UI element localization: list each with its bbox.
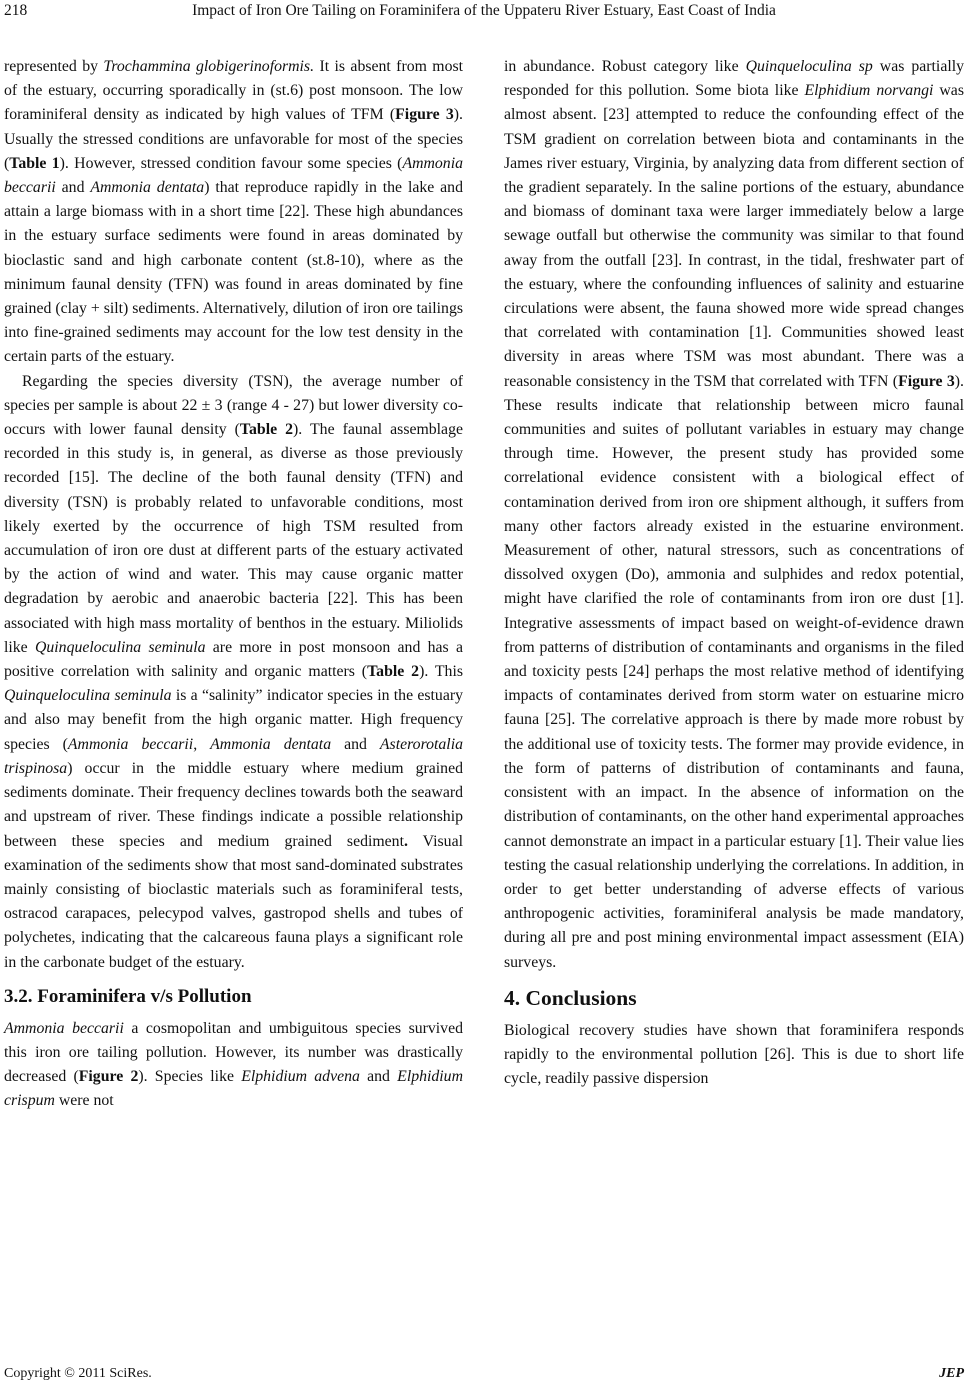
species-name: Quinqueloculina seminula: [34, 638, 206, 656]
text-run: is a “salinity” indicator species in the estuary and also may benefit from the high organic matter. High frequency species (: [4, 687, 464, 753]
section-heading: 3.2. Foraminifera v/s Pollution: [4, 985, 252, 1007]
text-run: Regarding the species diversity (TSN), the average number of species per sample is about 22 ± 3 (range 4 - 27) but lower diversity co-occurs with lower faunal density (: [4, 372, 463, 439]
running-header: [4, 0, 964, 22]
species-name: Ammonia beccarii: [4, 1019, 124, 1037]
text-run: ). These results indicate that relationship between micro faunal communities and suites of pollutant variables in estuary may change through time. However, the present study has provided some correlational evidence consistent with a biological effect of contamination derived from iron ore shipment although, it suffers from many other factors already existed in the estuarine environment. Measurement of other, natural stressors, such as concentrations of dissolved oxygen (Do), ammonia and sulphides and redox potential, might have clarified the role of contaminants from iron ore dust [1]. Integrative assessments of impact based on weight-of-evidence drawn from patterns of distribution of contaminants and organisms in the filed and toxicity pests [24] perhaps the most relative method of identifying impacts of contaminates derived from storm water on estuarine micro fauna [25]. The correlative approach is there by made more robust by the additional use of toxicity tests. The former may provide evidence, in the form of patterns of distribution of contaminants and fauna, consistent with an impact. In the absence of information on the distribution of contaminants, on the other hand experimental approaches cannot demonstrate an impact in a particular estuary [1]. Their value lies testing the casual relationship underlying the correlations. In addition, in order to get better understanding of adverse effects of various anthropogenic activities, foraminiferal analysis be made mandatory, during all pre and post mining environmental impact assessment (EIA) surveys.: [504, 372, 965, 971]
text-run: Visual examination of the sediments show that most sand-dominated substrates mainly consisting of bioclastic materials such as foraminiferal tests, ostracod carapaces, pelecypod valves, gastropod shells and tubes of polychetes, indicating that the calcareous fauna plays a significant role in the carbonate budget of the estuary.: [4, 832, 463, 971]
text-run: ). This: [419, 663, 463, 681]
species-name: Trochammina globigerinoformis.: [103, 58, 315, 75]
text-run: ) occur in the middle estuary where medium grained sediments dominate. Their frequency declines towards both the seaward and upstream of river. These findings indicate a possible relationship between these species and medium grained sediment: [4, 759, 463, 850]
paragraph: [4, 55, 463, 370]
text-run: are more in post monsoon and has a positive correlation with salinity and organic matters (: [4, 638, 463, 681]
text-run: and: [331, 735, 380, 753]
cross-reference: Figure 3: [395, 106, 454, 124]
cross-reference: Table 2: [239, 421, 294, 439]
text-run: Biological recovery studies have shown that foraminifera responds rapidly to the environmental pollution [26]. This is due to short life cycle, readily passive dispersion: [504, 1021, 964, 1088]
cross-reference: .: [403, 832, 408, 850]
cross-reference: Table 1: [9, 154, 60, 172]
copyright-notice: Copyright © 2011 SciRes.: [4, 1366, 152, 1381]
cross-reference: Figure 2: [78, 1068, 139, 1086]
cross-reference: Table 2: [367, 663, 420, 681]
species-name: Asterorotalia trispinosa: [4, 735, 463, 777]
species-name: Ammonia beccarii: [4, 154, 463, 197]
text-run: and: [359, 1068, 398, 1086]
species-name: Ammonia dentata: [90, 179, 205, 197]
species-name: Elphidium advena: [241, 1068, 360, 1086]
paragraph: [504, 55, 964, 975]
text-run: ,: [193, 735, 211, 753]
journal-abbrev: JEP: [939, 1366, 964, 1381]
text-run: ). Usually the stressed conditions are unfavorable for most of the species (: [4, 106, 463, 172]
page-number: 218: [4, 2, 28, 19]
species-name: Elphidium norvangi: [804, 82, 934, 100]
paragraph: [4, 1017, 463, 1114]
text-run: ). The faunal assemblage recorded in this study is, in general, as diverse as those previously recorded [15]. The decline of the both faunal density (TFN) and diversity (TSN) is probably related to unfavorable conditions, most likely exerted by the occurrence of high TSM resulted from accumulation of iron ore dust at different parts of the estuary activated by the action of wind and water. This may cause organic matter degradation by aerobic and anaerobic bacteria [22]. This has been associated with high mass mortality of benthos in the estuary. Miliolids like: [4, 421, 463, 656]
cross-reference: Figure 3: [898, 372, 955, 390]
text-run: ). However, stressed condition favour some species (: [59, 154, 403, 172]
paragraph: [4, 370, 463, 975]
page-footer: [4, 1364, 964, 1384]
species-name: Quinqueloculina seminula: [4, 687, 172, 705]
right-column: [504, 55, 964, 1091]
text-run: in abundance. Robust category like: [504, 58, 746, 75]
text-run: was partially responded for this pollution. Some biota like: [504, 58, 965, 100]
text-run: ). Species like: [138, 1068, 242, 1086]
text-run: It is absent from most of the estuary, occurring sporadically in (st.6) post monsoon. The low foraminiferal density as indicated by high values of TFM (: [4, 58, 464, 124]
species-name: Quinqueloculina sp: [745, 58, 873, 75]
text-run: were not: [54, 1092, 114, 1110]
running-title: Impact of Iron Ore Tailing on Foraminifera of the Uppateru River Estuary, East Coast of India: [192, 2, 776, 19]
text-run: represented by: [4, 58, 104, 75]
left-column: [4, 55, 463, 1114]
section-heading: 4. Conclusions: [504, 985, 637, 1010]
species-name: Ammonia beccarii: [67, 735, 194, 753]
text-run: and: [55, 179, 91, 197]
paragraph: [504, 1019, 964, 1092]
species-name: Ammonia dentata: [210, 735, 332, 753]
text-run: ) that reproduce rapidly in the lake and attain a large biomass with in a short time [22]. These high abundances in the estuary surface sediments were found in areas dominated by bioclastic sand and high carbonate content (st.8-10), where as the minimum faunal density (TFN) was found in areas dominated by fine grained (clay + silt) sediments. Alternatively, dilution of iron ore tailings into fine-grained sediments may account for the low test density in the certain parts of the estuary.: [4, 179, 463, 366]
text-run: a cosmopolitan and umbiguitous species survived this iron ore tailing pollution. However, its number was drastically decreased (: [4, 1019, 463, 1086]
species-name: Elphidium crispum: [4, 1068, 463, 1110]
text-run: was almost absent. [23] attempted to reduce the confounding effect of the TSM gradient on correlation between biota and contaminants in the James river estuary, Virginia, by analyzing data from different section of the gradient separately. In the saline portions of the estuary, abundance and biomass of dominant taxa were larger immediately below a large sewage outfall but otherwise the community was similar to that found away from the outfall [23]. In contrast, in the tidal, freshwater part of the estuary, where the confounding influences of salinity and estuarine circulations were absent, the fauna showed more wide spread changes that correlated with contamination [1]. Communities showed least diversity in areas where TSM was most abundant. There was a reasonable consistency in the TSM that correlated with TFN (: [504, 82, 964, 390]
